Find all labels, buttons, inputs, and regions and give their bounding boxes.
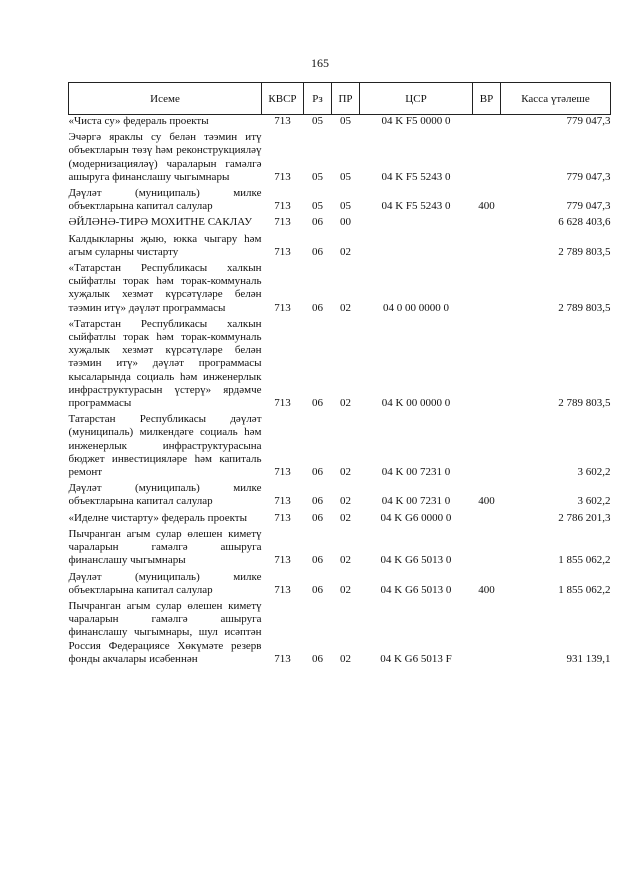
row-amount: 779 047,3 (566, 115, 611, 127)
row-name: Калдыкларны җыю, юкка чыгару һәм агым суларны чистарту (68, 232, 262, 258)
row-kvsr: 713 (274, 301, 291, 314)
row-amount: 779 047,3 (566, 170, 611, 183)
table-row (69, 216, 611, 232)
header-kassa: Касса үтәлеше (501, 83, 611, 115)
row-pr: 02 (340, 495, 351, 508)
row-kvsr: 713 (274, 397, 291, 410)
table-header-row (69, 83, 611, 115)
row-rz: 06 (312, 652, 323, 665)
row-amount: 1 855 062,2 (558, 583, 611, 596)
row-name: Татарстан Республикасы дәүләт (муниципаль) милкендәге социаль һәм инженерлык инфраструктурасына бюджет инвестицияләре һәм капиталь ремонт (68, 413, 262, 479)
row-amount: 931 139,1 (566, 652, 611, 665)
row-vr (473, 216, 501, 232)
row-name: Эчәргә яраклы су белән тәэмин итү объектларын төзү һәм реконструкцияләү (модернизацияләү) чараларын гамәлгә ашыруга финанслашу чыгымнары (68, 131, 262, 183)
row-csr: 04 K F5 5243 0 (381, 200, 451, 213)
row-name: Пычранган агым сулар өлешен киметү чараларын гамәлгә ашыруга финанслашу чыгымнары, шул исәптән Россия Федерациясе Хөкүмәте резерв фонды акчалары исәбеннән (68, 599, 262, 665)
row-csr: 04 K G6 5013 F (380, 652, 452, 665)
row-kvsr: 713 (274, 170, 291, 183)
row-pr: 05 (340, 200, 351, 213)
table-row (69, 482, 611, 511)
row-rz: 06 (312, 245, 323, 258)
row-csr: 04 K 00 7231 0 (381, 495, 451, 508)
row-kvsr: 713 (274, 115, 291, 127)
row-csr: 04 0 00 0000 0 (383, 301, 449, 314)
row-vr: 400 (478, 583, 495, 596)
row-csr: 04 K F5 5243 0 (381, 170, 451, 183)
header-vr: ВР (473, 83, 501, 115)
table-row (69, 262, 611, 318)
row-kvsr: 713 (274, 466, 291, 479)
row-pr: 02 (340, 397, 351, 410)
row-amount: 2 789 803,5 (558, 301, 611, 314)
row-name: «Татарстан Республикасы халкын сыйфатлы торак һәм торак-коммуналь хуҗалык хезмәт күрсәтүләре белән тәэмин итү» дәүләт программасы (68, 262, 262, 314)
row-pr: 05 (340, 170, 351, 183)
row-pr: 02 (340, 652, 351, 665)
row-rz: 05 (312, 200, 323, 213)
header-csr: ЦСР (360, 83, 473, 115)
row-csr: 04 K G6 0000 0 (380, 511, 452, 524)
row-vr (473, 318, 501, 413)
table-row (69, 318, 611, 413)
header-pr: ПР (332, 83, 360, 115)
table-row (69, 233, 611, 262)
row-amount: 2 789 803,5 (558, 397, 611, 410)
row-csr (360, 233, 473, 262)
row-amount: 2 786 201,3 (558, 511, 611, 524)
row-pr: 02 (340, 554, 351, 567)
row-rz: 06 (312, 583, 323, 596)
row-vr (473, 131, 501, 187)
row-pr: 02 (340, 511, 351, 524)
row-amount: 6 628 403,6 (558, 216, 611, 229)
row-vr: 400 (478, 495, 495, 508)
row-name: Дәүләт (муниципаль) милке объектларына капитал салулар (68, 482, 262, 508)
row-kvsr: 713 (274, 583, 291, 596)
row-vr (473, 413, 501, 482)
row-csr: 04 K G6 5013 0 (380, 583, 452, 596)
row-rz: 05 (312, 115, 323, 127)
table-row (69, 528, 611, 571)
table-row (69, 600, 611, 669)
table-row (69, 187, 611, 216)
row-rz: 05 (312, 170, 323, 183)
row-csr (360, 216, 473, 232)
header-rz: Рз (304, 83, 332, 115)
table-row (69, 115, 611, 132)
row-name: «Иделне чистарту» федераль проекты (68, 511, 247, 524)
row-name: Дәүләт (муниципаль) милке объектларына капитал салулар (68, 187, 262, 213)
row-rz: 06 (312, 511, 323, 524)
row-kvsr: 713 (274, 554, 291, 567)
row-name: Пычранган агым сулар өлешен киметү чараларын гамәлгә ашыруга финанслашу чыгымнары (68, 527, 262, 567)
row-csr: 04 K F5 0000 0 (381, 115, 451, 127)
row-rz: 06 (312, 495, 323, 508)
row-amount: 1 855 062,2 (558, 554, 611, 567)
row-kvsr: 713 (274, 216, 291, 229)
row-vr (473, 262, 501, 318)
row-vr (473, 512, 501, 528)
row-kvsr: 713 (274, 245, 291, 258)
row-kvsr: 713 (274, 652, 291, 665)
row-csr: 04 K 00 7231 0 (381, 466, 451, 479)
row-amount: 2 789 803,5 (558, 245, 611, 258)
row-rz: 06 (312, 301, 323, 314)
row-vr (473, 528, 501, 571)
row-amount: 3 602,2 (577, 466, 611, 479)
row-pr: 02 (340, 245, 351, 258)
row-name: Дәүләт (муниципаль) милке объектларына капитал салулар (68, 570, 262, 596)
row-pr: 05 (340, 115, 351, 127)
row-kvsr: 713 (274, 495, 291, 508)
row-vr (473, 233, 501, 262)
row-rz: 06 (312, 397, 323, 410)
page-number: 165 (311, 56, 329, 70)
row-amount: 3 602,2 (577, 495, 611, 508)
row-amount: 779 047,3 (566, 200, 611, 213)
row-rz: 06 (312, 466, 323, 479)
row-csr: 04 K G6 5013 0 (380, 554, 452, 567)
row-csr: 04 K 00 0000 0 (381, 397, 451, 410)
table-row (69, 512, 611, 528)
header-kvsr: КВСР (262, 83, 304, 115)
row-rz: 06 (312, 216, 323, 229)
table-row (69, 413, 611, 482)
row-name: «Татарстан Республикасы халкын сыйфатлы торак һәм торак-коммуналь хуҗалык хезмәт күрсәтүләре белән тәэмин итү» дәүләт программасы кысаларында социаль һәм инженерлык инфраструктурасын үстерү» ярдәмче программасы (68, 317, 262, 410)
row-vr: 400 (478, 200, 495, 213)
row-pr: 02 (340, 301, 351, 314)
row-pr: 00 (340, 216, 351, 229)
row-name: ӘЙЛӘНӘ-ТИРӘ МОХИТНЕ САКЛАУ (68, 216, 252, 229)
row-vr (473, 600, 501, 669)
header-name: Исеме (69, 83, 262, 115)
row-kvsr: 713 (274, 511, 291, 524)
row-rz: 06 (312, 554, 323, 567)
budget-table (68, 82, 611, 669)
row-vr (473, 115, 501, 132)
table-row (69, 131, 611, 187)
row-name: «Чиста су» федераль проекты (68, 115, 209, 127)
row-pr: 02 (340, 466, 351, 479)
row-pr: 02 (340, 583, 351, 596)
row-kvsr: 713 (274, 200, 291, 213)
table-row (69, 571, 611, 600)
